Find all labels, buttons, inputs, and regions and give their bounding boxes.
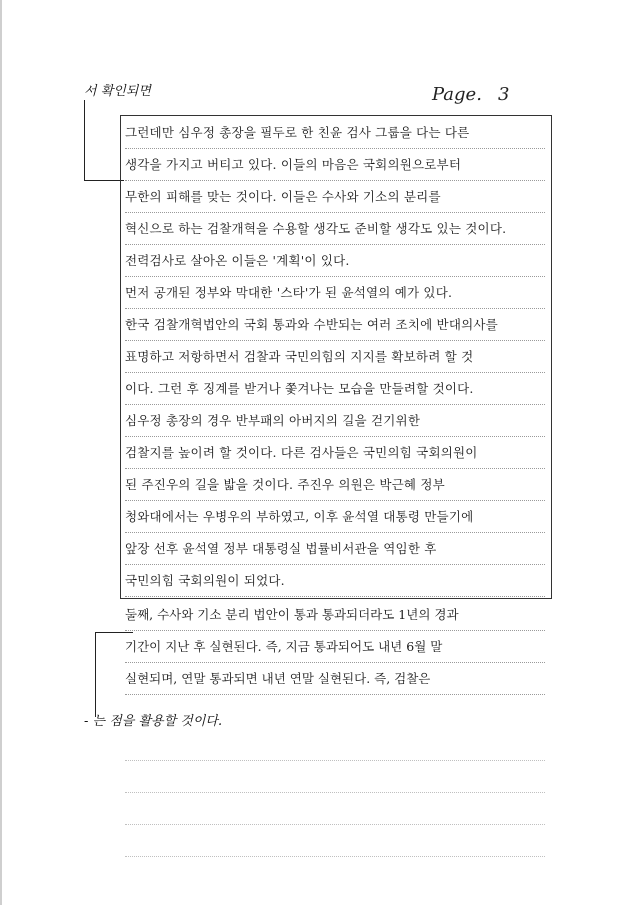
boxed-line: 그런데만 심우정 총장을 필두로 한 친윤 검사 그룹을 다는 다른 bbox=[125, 118, 545, 149]
boxed-line: 혁신으로 하는 검찰개혁을 수용할 생각도 준비할 생각도 있는 것이다. bbox=[125, 214, 545, 245]
boxed-line: 생각을 가지고 버티고 있다. 이들의 마음은 국회의원으로부터 bbox=[125, 150, 545, 181]
continuation-line: 실현되며, 연말 통과되면 내년 연말 실현된다. 즉, 검찰은 bbox=[125, 664, 545, 695]
margin-bracket-bottom-arm bbox=[95, 632, 133, 633]
boxed-line: 무한의 피해를 맞는 것이다. 이들은 수사와 기소의 분리를 bbox=[125, 182, 545, 213]
margin-note-top: 서 확인되면 bbox=[84, 84, 151, 99]
boxed-line: 이다. 그런 후 징계를 받거나 쫓겨나는 모습을 만들려할 것이다. bbox=[125, 374, 545, 405]
margin-bracket-top-arm bbox=[84, 180, 124, 181]
boxed-line: 앞장 선후 윤석열 정부 대통령실 법률비서관을 역임한 후 bbox=[125, 534, 545, 565]
boxed-line: 검찰지를 높이려 할 것이다. 다른 검사들은 국민의힘 국회의원이 bbox=[125, 438, 545, 469]
margin-bracket-bottom bbox=[95, 632, 96, 717]
boxed-line: 심우정 총장의 경우 반부패의 아버지의 길을 걷기위한 bbox=[125, 406, 545, 437]
scan-edge bbox=[0, 0, 2, 905]
page-label: Page. bbox=[432, 84, 482, 105]
page-number: 3 bbox=[498, 84, 510, 105]
boxed-line: 된 주진우의 길을 밟을 것이다. 주진우 의원은 박근혜 정부 bbox=[125, 470, 545, 501]
boxed-line: 한국 검찰개혁법안의 국회 통과와 수반되는 여러 조치에 반대의사를 bbox=[125, 310, 545, 341]
blank-rule bbox=[125, 792, 545, 793]
blank-rule bbox=[125, 760, 545, 761]
continuation-line: 기간이 지난 후 실현된다. 즉, 지금 통과되어도 내년 6월 말 bbox=[125, 632, 545, 663]
boxed-line: 전력검사로 살아온 이들은 '계획'이 있다. bbox=[125, 246, 545, 277]
blank-rule bbox=[125, 824, 545, 825]
continuation-line: 둘째, 수사와 기소 분리 법안이 통과 통과되더라도 1년의 경과 bbox=[125, 600, 545, 631]
boxed-line: 청와대에서는 우병우의 부하였고, 이후 윤석열 대통령 만들기에 bbox=[125, 502, 545, 533]
margin-bracket-top bbox=[84, 100, 85, 180]
blank-rule bbox=[125, 856, 545, 857]
boxed-line: 먼저 공개된 정부와 막대한 '스타'가 된 윤석열의 예가 있다. bbox=[125, 278, 545, 309]
boxed-line: 국민의힘 국회의원이 되었다. bbox=[125, 566, 545, 597]
boxed-line: 표명하고 저항하면서 검찰과 국민의힘의 지지를 확보하려 할 것 bbox=[125, 342, 545, 373]
margin-note-bottom: - 는 점을 활용할 것이다. bbox=[84, 714, 223, 729]
